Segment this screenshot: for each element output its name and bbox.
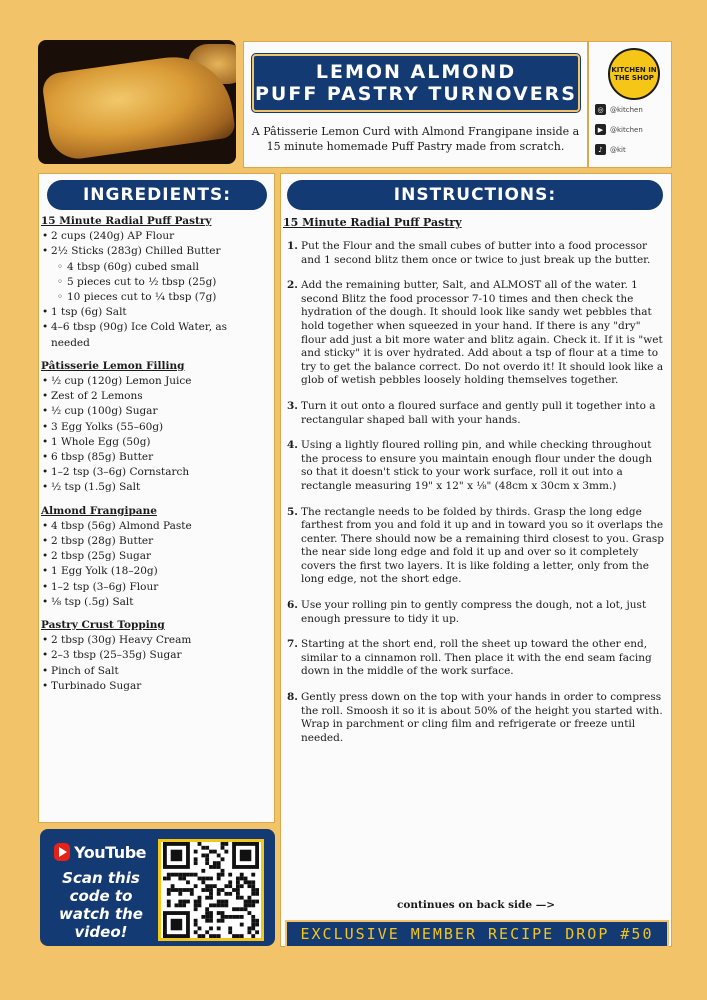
pastry-photo — [38, 40, 236, 164]
step-text: Turn it out onto a floured surface and gently pull it together into a rectangular shaped ball with your hands. — [301, 399, 656, 426]
step-number: 3. — [287, 399, 298, 412]
ingredient-item: • ½ cup (100g) Sugar — [41, 404, 269, 419]
title-banner — [252, 54, 580, 112]
youtube-play-icon — [54, 843, 70, 861]
instruction-step — [287, 439, 665, 493]
instruction-step — [287, 240, 665, 267]
ingredient-item: • 1 tsp (6g) Salt — [41, 305, 269, 320]
instruction-step — [287, 279, 665, 388]
instruction-steps — [287, 240, 665, 757]
ingredient-item: • 2½ Sticks (283g) Chilled Butter — [41, 244, 269, 259]
ingredient-item: • 4–6 tbsp (90g) Ice Cold Water, as needed — [41, 320, 269, 350]
ingredients-heading: INGREDIENTS: — [47, 180, 267, 210]
step-text: Starting at the short end, roll the sheet up toward the other end, similar to a cinnamon roll. Then place it with the end seam facing down in the middle of the work surface. — [301, 638, 652, 678]
ingredient-item: • 2 tbsp (28g) Butter — [41, 534, 269, 549]
instruction-step — [287, 506, 665, 588]
ingredient-item: • 2 tbsp (25g) Sugar — [41, 549, 269, 564]
ingredient-item: • 3 Egg Yolks (55–60g) — [41, 420, 269, 435]
step-number: 7. — [287, 638, 298, 651]
ingredient-item: • ⅛ tsp (.5g) Salt — [41, 595, 269, 610]
social-handle: @kit — [610, 145, 626, 154]
step-text: Put the Flour and the small cubes of butter into a food processor and 1 second blitz them once or twice to just break up the butter. — [301, 240, 651, 266]
ingredient-item: • 1 Whole Egg (50g) — [41, 435, 269, 450]
ingredient-item: • Pinch of Salt — [41, 664, 269, 679]
instruction-step — [287, 638, 665, 679]
brand-logo: KITCHEN IN THE SHOP — [608, 48, 660, 100]
step-text: Gently press down on the top with your hands in order to compress the roll. Smoosh it so it is about 50% of the height you started with. Wrap in parchment or cling film and refrigerate or freeze until needed. — [301, 691, 663, 744]
step-number: 1. — [287, 240, 298, 252]
ingredient-item: ◦ 4 tbsp (60g) cubed small — [41, 260, 269, 275]
ingredients-card — [38, 173, 275, 823]
ingredient-item: • 1–2 tsp (3–6g) Cornstarch — [41, 465, 269, 480]
step-number: 8. — [287, 691, 298, 704]
continues-note: continues on back side —> — [396, 899, 556, 911]
ingredient-item: • ½ tsp (1.5g) Salt — [41, 480, 269, 495]
ingredient-item: • Zest of 2 Lemons — [41, 389, 269, 404]
step-number: 4. — [287, 439, 298, 452]
youtube-promo[interactable] — [38, 827, 277, 948]
step-text: Use your rolling pin to gently compress the dough, not a lot, just enough pressure to tidy it up. — [301, 599, 647, 625]
instructions-heading: INSTRUCTIONS: — [287, 180, 663, 210]
recipe-subtitle: A Pâtisserie Lemon Curd with Almond Frangipane inside a 15 minute homemade Puff Pastry made from scratch. — [251, 125, 580, 153]
instruction-step — [287, 691, 665, 745]
social-link[interactable] — [595, 144, 626, 155]
social-handle: @kitchen — [610, 105, 643, 114]
social-link[interactable] — [595, 104, 643, 115]
ingredient-item: • 2–3 tbsp (25–35g) Sugar — [41, 648, 269, 663]
step-text: The rectangle needs to be folded by thirds. Grasp the long edge farthest from you and fold it up and in toward you so it overlaps the center. There should now be a remaining third closest to you. Grasp the near side long edge and fold it up and over so it completely covers the first two layers. It is like folding a letter, only from the long edge, not the short edge. — [301, 505, 664, 586]
instruction-step — [287, 400, 665, 427]
youtube-logo — [54, 841, 146, 863]
social-handle: @kitchen — [610, 125, 643, 134]
member-drop-banner: EXCLUSIVE MEMBER RECIPE DROP #50 — [285, 920, 669, 948]
ingredient-item: • 1–2 tsp (3–6g) Flour — [41, 580, 269, 595]
ingredient-item: • ½ cup (120g) Lemon Juice — [41, 374, 269, 389]
brand-card — [588, 41, 672, 168]
youtube-wordmark: YouTube — [74, 842, 146, 862]
ingredient-item: ◦ 5 pieces cut to ½ tbsp (25g) — [41, 275, 269, 290]
ingredient-item: • 1 Egg Yolk (18–20g) — [41, 564, 269, 579]
step-text: Add the remaining butter, Salt, and ALMOST all of the water. 1 second Blitz the food processor 7-10 times and then check the hydration of the dough. It should look like sandy wet pebbles that hold together when squeezed in your hand. If there is any "dry" flour add just a bit more water and blitz again. Check it. If it is "wet and sticky" it is over hydrated. Add about a tsp of flour at a time to try to get the balance correct. Do not overdo it! It should look like a glob of wetish pebbles loosely holding themselves together. — [301, 279, 664, 387]
youtube-icon: ▶ — [595, 124, 606, 135]
ingredient-item: • Turbinado Sugar — [41, 679, 269, 694]
ingredient-section-title: 15 Minute Radial Puff Pastry — [41, 215, 212, 227]
step-text: Using a lightly floured rolling pin, and while checking throughout the process to ensure you maintain enough flour under the dough so that it doesn't stick to your work surface, roll it out into a rectangle measuring 19" x 12" x ⅛" (48cm x 30cm x 3mm.) — [301, 439, 652, 492]
tiktok-icon: ♪ — [595, 144, 606, 155]
scan-cta-text: Scan this code to watch the video! — [59, 869, 143, 941]
ingredient-item: • 4 tbsp (56g) Almond Paste — [41, 519, 269, 534]
ingredient-item: ◦ 10 pieces cut to ¼ tbsp (7g) — [41, 290, 269, 305]
instructions-card — [280, 173, 672, 947]
ingredient-item: • 2 cups (240g) AP Flour — [41, 229, 269, 244]
instructions-section-title: 15 Minute Radial Puff Pastry — [283, 216, 462, 229]
step-number: 6. — [287, 599, 298, 612]
ingredient-item: • 2 tbsp (30g) Heavy Cream — [41, 633, 269, 648]
qr-code-icon[interactable] — [158, 839, 264, 941]
ingredients-list — [41, 214, 269, 694]
instruction-step — [287, 599, 665, 626]
title-line-2: PUFF PASTRY TURNOVERS — [255, 83, 577, 105]
social-link[interactable] — [595, 124, 643, 135]
step-number: 2. — [287, 279, 298, 292]
title-card — [243, 41, 588, 168]
ingredient-section-title: Almond Frangipane — [41, 504, 157, 517]
step-number: 5. — [287, 505, 298, 518]
ingredient-section-title: Pâtisserie Lemon Filling — [41, 359, 185, 372]
ingredient-section-title: Pastry Crust Topping — [41, 619, 165, 632]
ingredient-item: • 6 tbsp (85g) Butter — [41, 450, 269, 465]
title-line-1: LEMON ALMOND — [315, 61, 517, 83]
instagram-icon: ◎ — [595, 104, 606, 115]
